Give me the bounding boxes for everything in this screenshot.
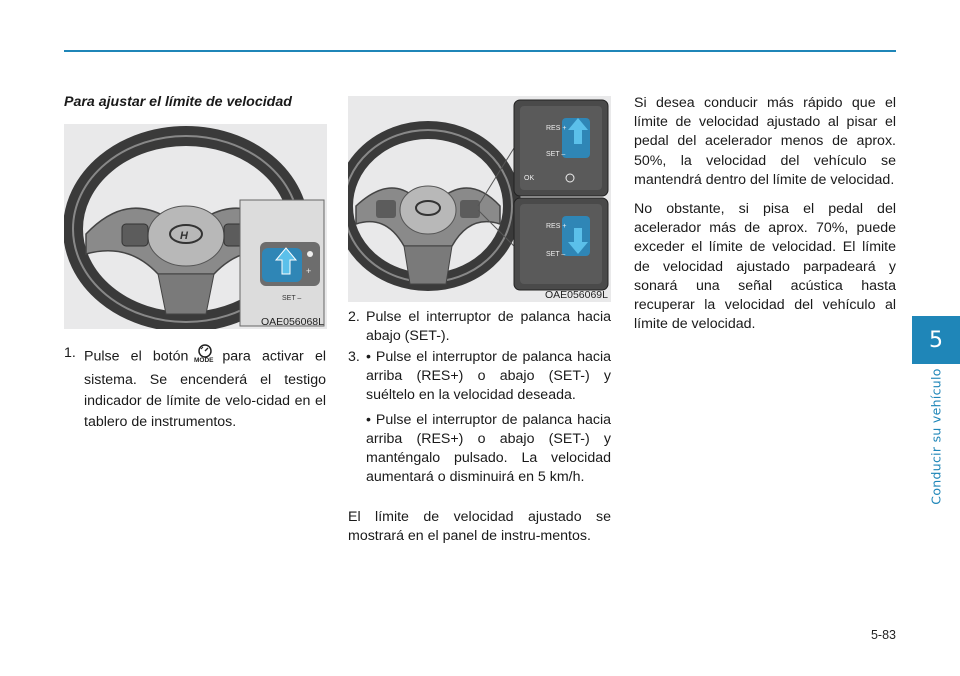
figure-steering-wheel-mode: [64, 124, 327, 329]
step-3-bullet-2: • Pulse el interruptor de palanca hacia arriba (RES+) o abajo (SET-) y manténgalo pulsado. La velocidad aumentará o disminuirá en 5 km/h.: [366, 411, 611, 486]
chapter-number-tab: [912, 316, 960, 364]
step-1-text-b: para activar el sistema. Se encenderá el testigo indicador de límite de velo-cidad en el tablero de instrumentos.: [84, 348, 326, 430]
figure-code: OAE056069L: [544, 289, 608, 301]
fig2-res-label-1: RES +: [546, 125, 567, 132]
fig1-res-label: +: [306, 266, 312, 276]
page-number: 5-83: [870, 628, 896, 642]
fig2-res-label-2: RES +: [546, 223, 567, 230]
fig2-ok-label-1: OK: [524, 175, 535, 182]
chapter-title: Conducir su vehículo: [928, 367, 944, 505]
step-1-text-a: Pulse el botón: [84, 348, 189, 365]
figure-code: OAE056068L: [260, 316, 324, 328]
lever-inset-up: [514, 100, 608, 196]
steering-wheel-illustration: [64, 124, 327, 329]
lever-inset-down: [514, 198, 608, 290]
step-2: [348, 308, 611, 346]
fig2-set-label-1: SET –: [546, 151, 566, 158]
step-2-text: Pulse el interruptor de palanca hacia abajo (SET-).: [366, 309, 611, 345]
speed-limit-mode-icon: [192, 343, 218, 370]
step-1: [64, 343, 326, 433]
chapter-number: 5: [929, 327, 943, 353]
step-3-bullet-1: • Pulse el interruptor de palanca hacia arriba (RES+) o abajo (SET-) y suéltelo en la velocidad deseada.: [366, 349, 611, 404]
step-3: [348, 348, 611, 487]
fig2-set-label-2: SET –: [546, 251, 566, 258]
step-number: 3.: [348, 349, 360, 365]
svg-text:H: H: [180, 230, 188, 242]
mode-icon-label: MODE: [194, 357, 214, 363]
paragraph-display-info: El límite de velocidad ajustado se mostrará en el panel de instru-mentos.: [348, 509, 611, 545]
steering-wheel-lever-illustration: [348, 96, 611, 302]
fig1-set-label: SET –: [282, 295, 302, 302]
header-rule: [64, 50, 896, 52]
step-number: 2.: [348, 309, 360, 325]
step-number: 1.: [64, 345, 76, 361]
paragraph-accelerator-below: Si desea conducir más rápido que el límite de velocidad ajustado al pisar el pedal del acelerador menos de aprox. 50%, la velocidad del vehículo se mantendrá dentro del límite de velocidad.: [634, 95, 896, 188]
section-title: Para ajustar el límite de velocidad: [64, 94, 292, 110]
paragraph-accelerator-above: No obstante, si pisa el pedal del acelerador más de aprox. 70%, puede exceder el límite de velocidad. El límite de velocidad ajustado parpadeará y sonará una señal acústica hasta recuperar la velocidad del vehículo al límite de velocidad.: [634, 201, 896, 333]
figure-steering-wheel-lever: [348, 96, 611, 302]
chapter-title-tab: [924, 366, 948, 506]
